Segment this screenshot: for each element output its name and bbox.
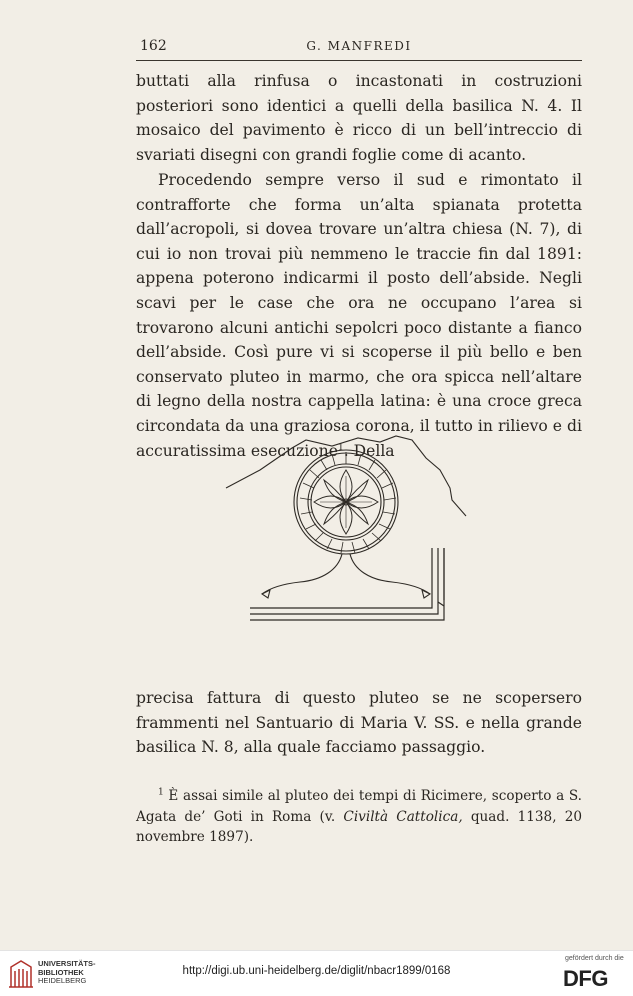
ribbons [262,554,430,598]
footnote-ref: 1 [337,442,344,453]
institution-line-3: HEIDELBERG [38,976,87,985]
footnote-marker: 1 [158,787,164,798]
running-head: G. MANFREDI [306,39,412,53]
funded-by-label: gefördert durch die [565,955,624,962]
greek-cross [314,470,378,534]
digital-object-url[interactable]: http://digi.ub.uni-heidelberg.de/diglit/nbacr1899/0168 [182,965,451,977]
footnote [136,786,582,848]
paragraph-3 [136,686,582,760]
paragraph-1 [136,69,582,167]
paragraph-2-text [136,168,582,463]
frame-mouldings [250,548,444,620]
paragraph-3-text: precisa fattura di questo pluteo se ne scopersero frammenti nel Santuario di Maria V. SS. e nella grande basilica N. 8, alla quale facciamo passaggio. [136,689,582,757]
page-number: 162 [140,38,167,54]
page-header [136,38,582,60]
footnote-text-before: È assai simile al pluteo dei tempi di Ricimere, scoperto a S. Agata de’ Goti in Roma (v. [136,788,582,825]
footnote-citation: Civiltà Cattolica, [343,808,463,825]
paragraph-2-tail: . Della [343,441,395,460]
header-rule [136,60,582,61]
institution-line-1: UNIVERSITÄTS- [38,959,96,968]
viewer-footer [0,950,633,996]
paragraph-1-text: buttati alla rinfusa o incastonati in costruzioni posteriori sono identici a quelli della basilica N. 4. Il mosaico del pavimento è ricco di un bell’intreccio di svariati disegni con grandi foglie come di acanto. [136,72,582,164]
footnote-text-after: quad. 1138, 20 novembre 1897). [136,808,583,845]
institution-line-2: BIBLIOTHEK [38,967,84,977]
paragraph-2-main: Procedendo sempre verso il sud e rimontato il contrafforte che forma un’alta spianata protetta dall’acropoli, si dovea trovare un’altra chiesa (N. 7), di cui io non trovai più nemmeno le traccie fin dal 1891: appena poterono indicarmi il posto dell’abside. Negli scavi per le case che ora ne occupano l’area si trovarono alcuni antichi sepolcri poco distante a fianco dell’abside. Così pure vi si scoperse il più bello e ben conservato pluteo in marmo, che ora spicca nell’altare di legno della nostra cappella latina: è una croce greca circondata da una graziosa corona, il tutto in rilievo e di accuratissima esecuzione [136,171,582,460]
dfg-logo-icon: DFG [563,966,608,991]
pluteo-figure [220,430,480,630]
footnote-text [136,786,582,848]
paragraph-2 [136,168,582,463]
